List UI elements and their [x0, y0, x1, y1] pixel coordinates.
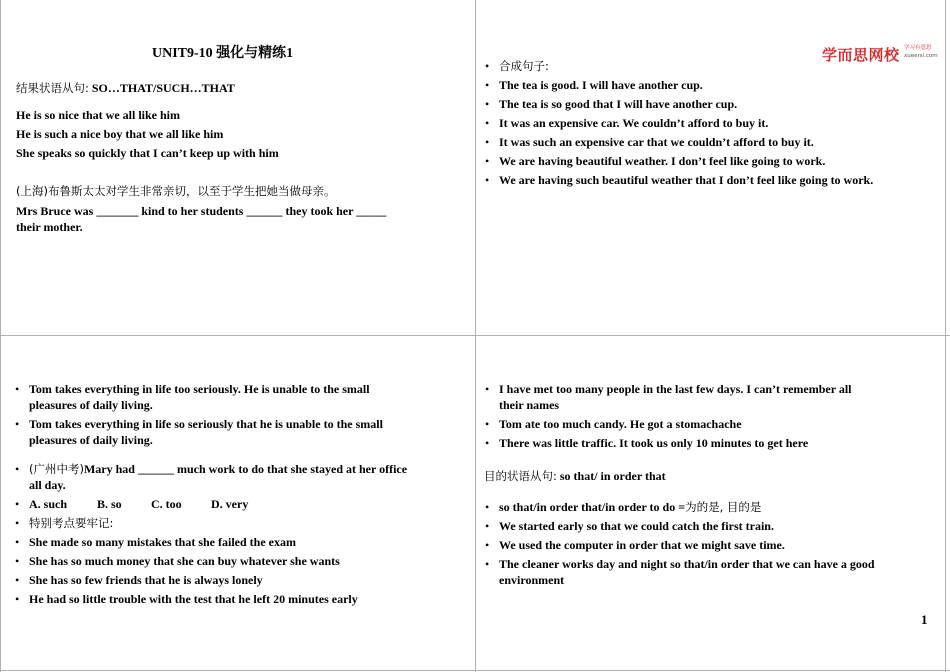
list-item: • I have met too many people in the last few days. I can’t remember all their names: [485, 382, 852, 412]
list-item: • 合成句子:: [485, 59, 549, 73]
list-item: • Tom takes everything in life too seriously. He is unable to the small pleasures of daily living.: [15, 382, 370, 412]
slide1-example-2: He is such a nice boy that we all like him: [16, 127, 224, 141]
list-item: • It was an expensive car. We couldn’t afford to buy it.: [485, 116, 769, 130]
slide4-list-1: [483, 381, 938, 454]
slide3-list-2: [13, 461, 468, 610]
list-item: • The tea is so good that I will have another cup.: [485, 97, 738, 111]
slide2-list: [483, 58, 938, 191]
slide4-heading-en: so that/ in order that: [559, 469, 666, 483]
slide1-title: UNIT9-10 强化与精练1: [152, 46, 294, 61]
option-c: C. too: [151, 497, 182, 511]
page-border-right: [945, 0, 946, 672]
list-item: • Tom takes everything in life so seriously that he is unable to the small pleasures of daily living.: [15, 417, 383, 447]
slide4-heading-cn: 目的状语从句:: [484, 469, 557, 483]
list-item: • She made so many mistakes that she failed the exam: [15, 535, 296, 549]
logo-text: 学而思网校: [822, 46, 900, 64]
slide-divider-horizontal: [0, 335, 950, 336]
page-number: 1: [921, 612, 928, 627]
slide1-exercise-cn: (上海)布鲁斯太太对学生非常亲切，以至于学生把她当做母亲。: [16, 184, 336, 198]
slide1-heading-cn: 结果状语从句:: [16, 81, 89, 95]
list-item: • She has so few friends that he is always lonely: [15, 573, 263, 587]
question-item: • (广州中考)Mary had ______ much work to do that she stayed at her office all day.: [15, 462, 408, 492]
slide1-example-3: She speaks so quickly that I can’t keep up with him: [16, 146, 279, 160]
slide1-example-1: He is so nice that we all like him: [16, 108, 180, 122]
page-border-left: [0, 0, 1, 672]
option-a: A. such: [29, 497, 68, 511]
list-item: • We used the computer in order that we might save time.: [485, 538, 785, 552]
options-item: • A. such B. so C. too D. very: [15, 497, 249, 511]
logo-slogan: 学习有意思: [904, 45, 932, 51]
list-item: • There was little traffic. It took us only 10 minutes to get here: [485, 436, 809, 450]
slide4-heading: [484, 468, 666, 484]
slide3-list-1: [13, 381, 468, 451]
slide1-exercise-line2: their mother.: [16, 220, 83, 234]
option-d: D. very: [211, 497, 249, 511]
list-item: • It was such an expensive car that we couldn’t afford to buy it.: [485, 135, 814, 149]
slide-divider-vertical: [475, 0, 476, 672]
slide1-heading: [16, 80, 235, 96]
list-item: • The cleaner works day and night so that/in order that we can have a good environment: [485, 557, 875, 587]
option-b: B. so: [97, 497, 122, 511]
list-item: • We are having such beautiful weather that I don’t feel like going to work.: [485, 173, 874, 187]
list-item: • She has so much money that she can buy whatever she wants: [15, 554, 340, 568]
slide1-heading-en: SO…THAT/SUCH…THAT: [91, 81, 235, 95]
list-item: • so that/in order that/in order to do =为的是, 目的是: [485, 500, 762, 514]
list-item: • He had so little trouble with the test that he left 20 minutes early: [15, 592, 358, 606]
list-item: • We started early so that we could catch the first train.: [485, 519, 774, 533]
slide1-exercise-line1: Mrs Bruce was _______ kind to her students ______ they took her _____: [16, 204, 387, 218]
slide4-list-2: [483, 499, 938, 591]
list-item: • 特别考点要牢记:: [15, 516, 114, 530]
list-item: • Tom ate too much candy. He got a stomachache: [485, 417, 742, 431]
logo-url: xueersi.com: [904, 53, 938, 59]
list-item: • The tea is good. I will have another cup.: [485, 78, 703, 92]
list-item: • We are having beautiful weather. I don’t feel like going to work.: [485, 154, 826, 168]
